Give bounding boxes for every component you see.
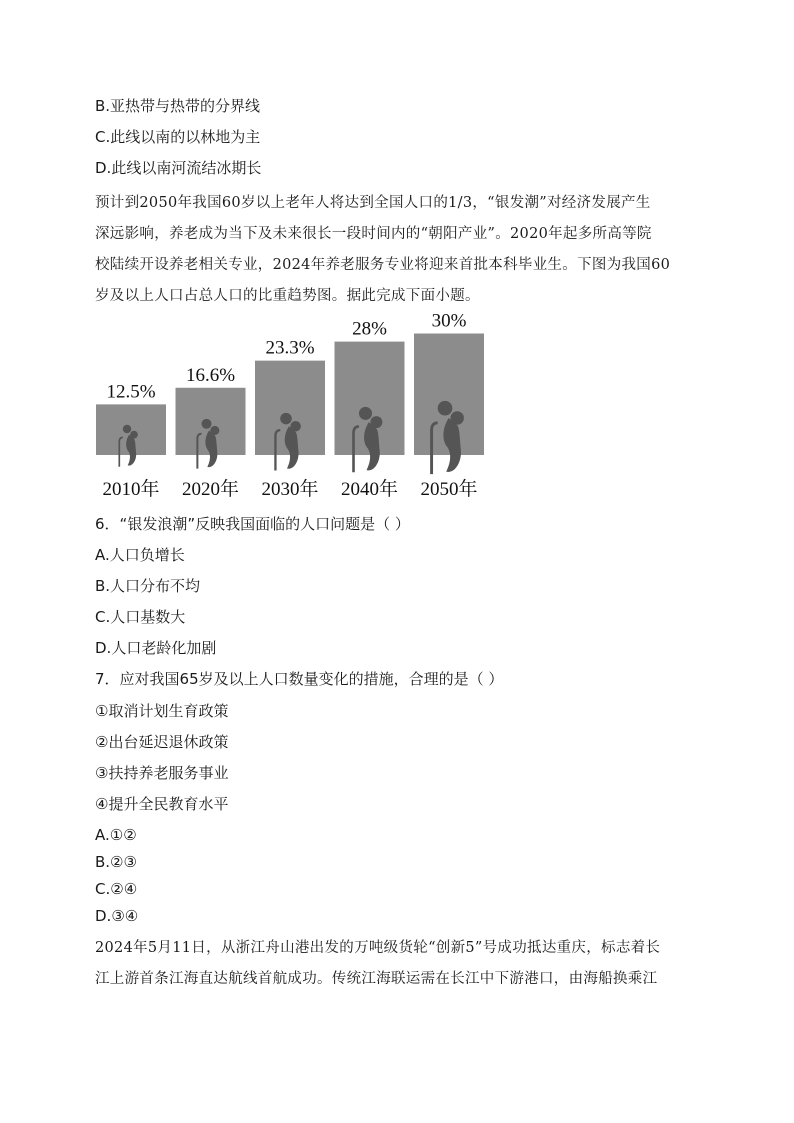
passage-line: 校陆续开设养老相关专业，2024年养老服务专业将迎来首批本科毕业生。下图为我国60: [95, 257, 671, 273]
passage-line: 深远影响，养老成为当下及未来很长一段时间内的“朝阳产业”。2020年起多所高等院: [95, 226, 652, 242]
passage-aging: [95, 188, 700, 312]
x-category-label: 2040年: [340, 479, 399, 500]
q7-item-4: ④提升全民教育水平: [95, 795, 229, 813]
bar-value-label: 30%: [431, 312, 467, 332]
q6-stem: 6．“银发浪潮”反映我国面临的人口问题是（ ）: [95, 515, 410, 533]
passage-line: 江上游首条江海直达航线首航成功。传统江海联运需在长江中下游港口，由海船换乘江: [95, 971, 658, 987]
aging-trend-chart: [90, 312, 490, 502]
x-category-label: 2030年: [261, 479, 319, 500]
q7-item-1: ①取消计划生育政策: [95, 702, 229, 720]
q6-option-d: D.人口老龄化加剧: [95, 639, 217, 657]
q7-option-a: A.①②: [95, 826, 137, 844]
bar-value-label: 28%: [352, 318, 387, 340]
q7-option-d: D.③④: [95, 907, 139, 925]
q7-item-3: ③扶持养老服务事业: [95, 764, 229, 782]
q7-stem: 7．应对我国65岁及以上人口数量变化的措施，合理的是（ ）: [95, 670, 504, 688]
passage-line: 岁及以上人口占总人口的比重趋势图。据此完成下面小题。: [95, 288, 480, 304]
passage-line: 预计到2050年我国60岁以上老年人将达到全国人口的1/3，“银发潮”对经济发展产生: [95, 195, 651, 211]
option-b-prev: B.亚热带与热带的分界线: [95, 97, 261, 115]
option-c-prev: C.此线以南的以林地为主: [95, 128, 261, 146]
q6-option-c: C.人口基数大: [95, 608, 186, 626]
x-category-label: 2010年: [102, 479, 160, 500]
q7-option-c: C.②④: [95, 880, 138, 898]
bar-value-label: 16.6%: [185, 364, 236, 386]
q7-item-2: ②出台延迟退休政策: [95, 733, 229, 751]
q6-option-b: B.人口分布不均: [95, 577, 201, 595]
passage-line: 2024年5月11日，从浙江舟山港出发的万吨级货轮“创新5”号成功抵达重庆，标志着长: [95, 940, 661, 956]
passage-shipping: [95, 933, 700, 995]
q6-option-a: A.人口负增长: [95, 546, 185, 564]
x-category-label: 2020年: [181, 479, 240, 500]
option-d-prev: D.此线以南河流结冰期长: [95, 159, 262, 177]
bar-value-label: 23.3%: [265, 337, 315, 359]
bar-value-label: 12.5%: [106, 381, 156, 403]
q7-option-b: B.②③: [95, 853, 137, 871]
x-category-label: 2050年: [420, 479, 478, 500]
